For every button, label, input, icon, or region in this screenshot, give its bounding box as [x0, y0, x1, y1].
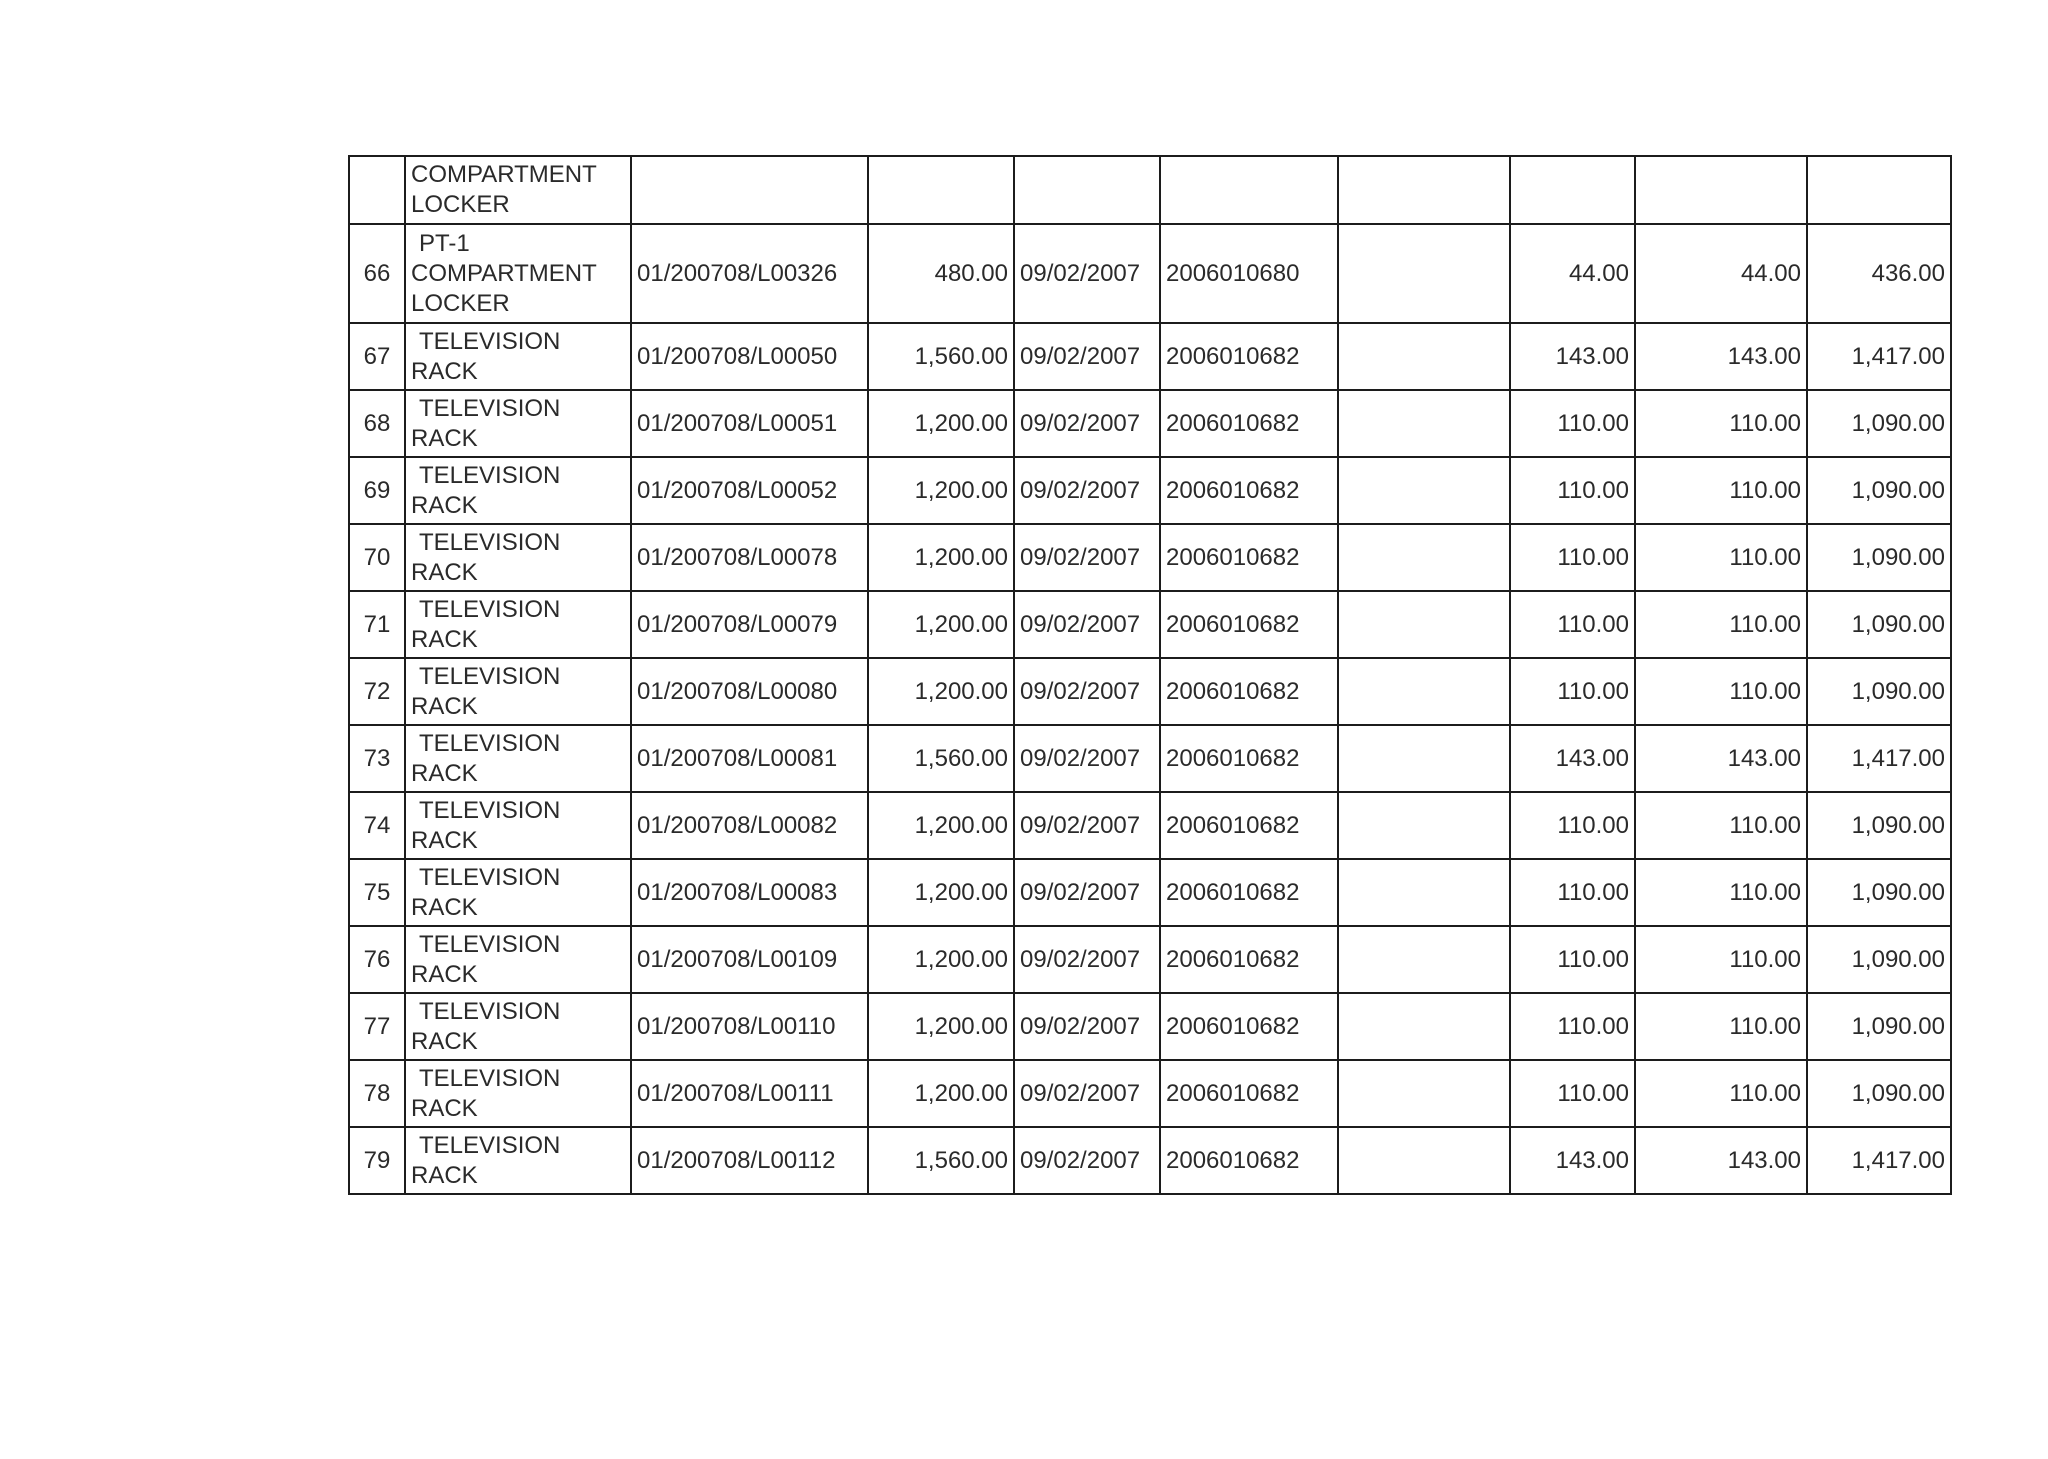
cell-number: 71	[349, 591, 405, 658]
cell-blank	[1338, 658, 1510, 725]
description-line: TELEVISION	[419, 930, 561, 958]
cell-depreciation: 110.00	[1510, 658, 1635, 725]
cell-number: 66	[349, 224, 405, 323]
cell-depreciation: 110.00	[1510, 993, 1635, 1060]
cell-number: 79	[349, 1127, 405, 1194]
table-body	[349, 156, 1951, 1194]
cell-net-book-value: 1,417.00	[1807, 725, 1951, 792]
cell-blank	[1338, 792, 1510, 859]
description-line: COMPARTMENT	[411, 259, 597, 287]
cell-asset-number: 01/200708/L00052	[631, 457, 868, 524]
cell-asset-number: 01/200708/L00112	[631, 1127, 868, 1194]
cell-net-book-value: 1,090.00	[1807, 658, 1951, 725]
table-row	[349, 993, 1951, 1060]
cell-date	[1014, 156, 1160, 224]
cell-date: 09/02/2007	[1014, 390, 1160, 457]
cell-date: 09/02/2007	[1014, 591, 1160, 658]
description-line: RACK	[411, 692, 478, 720]
table-row	[349, 725, 1951, 792]
cell-asset-number: 01/200708/L00081	[631, 725, 868, 792]
asset-register-table	[348, 155, 1952, 1195]
cell-reference: 2006010682	[1160, 390, 1338, 457]
cell-cost: 480.00	[868, 224, 1014, 323]
cell-depreciation: 110.00	[1510, 859, 1635, 926]
cell-reference: 2006010682	[1160, 993, 1338, 1060]
cell-number: 76	[349, 926, 405, 993]
cell-asset-number: 01/200708/L00051	[631, 390, 868, 457]
cell-accumulated-depreciation: 110.00	[1635, 993, 1807, 1060]
description-line: TELEVISION	[419, 729, 561, 757]
description-line: RACK	[411, 357, 478, 385]
cell-description	[405, 224, 631, 323]
cell-cost: 1,560.00	[868, 1127, 1014, 1194]
cell-reference: 2006010682	[1160, 457, 1338, 524]
cell-date: 09/02/2007	[1014, 859, 1160, 926]
cell-net-book-value: 1,090.00	[1807, 859, 1951, 926]
description-line: TELEVISION	[419, 662, 561, 690]
table-row	[349, 524, 1951, 591]
cell-cost: 1,200.00	[868, 993, 1014, 1060]
description-line: TELEVISION	[419, 863, 561, 891]
cell-depreciation: 143.00	[1510, 323, 1635, 390]
cell-net-book-value: 1,090.00	[1807, 591, 1951, 658]
cell-accumulated-depreciation: 143.00	[1635, 323, 1807, 390]
cell-description	[405, 591, 631, 658]
cell-depreciation: 44.00	[1510, 224, 1635, 323]
cell-number: 69	[349, 457, 405, 524]
cell-description	[405, 658, 631, 725]
cell-date: 09/02/2007	[1014, 658, 1160, 725]
cell-description	[405, 993, 631, 1060]
cell-accumulated-depreciation: 110.00	[1635, 524, 1807, 591]
table-row	[349, 224, 1951, 323]
cell-asset-number: 01/200708/L00109	[631, 926, 868, 993]
cell-reference: 2006010682	[1160, 1060, 1338, 1127]
cell-asset-number: 01/200708/L00110	[631, 993, 868, 1060]
cell-cost: 1,200.00	[868, 859, 1014, 926]
cell-depreciation: 110.00	[1510, 524, 1635, 591]
description-line: TELEVISION	[419, 394, 561, 422]
cell-depreciation: 110.00	[1510, 457, 1635, 524]
cell-net-book-value: 1,090.00	[1807, 926, 1951, 993]
cell-depreciation: 110.00	[1510, 390, 1635, 457]
table-row	[349, 390, 1951, 457]
cell-description	[405, 1060, 631, 1127]
cell-blank	[1338, 1127, 1510, 1194]
cell-reference: 2006010682	[1160, 658, 1338, 725]
cell-net-book-value: 1,090.00	[1807, 457, 1951, 524]
cell-net-book-value: 1,090.00	[1807, 524, 1951, 591]
cell-date: 09/02/2007	[1014, 524, 1160, 591]
cell-asset-number: 01/200708/L00326	[631, 224, 868, 323]
cell-asset-number: 01/200708/L00082	[631, 792, 868, 859]
description-line: RACK	[411, 826, 478, 854]
cell-cost: 1,200.00	[868, 591, 1014, 658]
cell-accumulated-depreciation: 110.00	[1635, 658, 1807, 725]
cell-date: 09/02/2007	[1014, 457, 1160, 524]
description-line: TELEVISION	[419, 1064, 561, 1092]
cell-asset-number: 01/200708/L00079	[631, 591, 868, 658]
cell-reference: 2006010682	[1160, 926, 1338, 993]
cell-net-book-value	[1807, 156, 1951, 224]
description-line: RACK	[411, 558, 478, 586]
cell-description	[405, 1127, 631, 1194]
cell-number: 70	[349, 524, 405, 591]
cell-depreciation: 143.00	[1510, 1127, 1635, 1194]
cell-depreciation: 110.00	[1510, 792, 1635, 859]
cell-accumulated-depreciation: 110.00	[1635, 1060, 1807, 1127]
cell-accumulated-depreciation: 110.00	[1635, 390, 1807, 457]
cell-reference: 2006010682	[1160, 524, 1338, 591]
description-line: PT-1	[419, 229, 470, 257]
cell-cost: 1,560.00	[868, 323, 1014, 390]
cell-net-book-value: 1,417.00	[1807, 323, 1951, 390]
cell-description	[405, 859, 631, 926]
cell-number: 75	[349, 859, 405, 926]
table-row-continued	[349, 156, 1951, 224]
cell-asset-number: 01/200708/L00078	[631, 524, 868, 591]
cell-cost: 1,200.00	[868, 524, 1014, 591]
table-row	[349, 1127, 1951, 1194]
cell-cost: 1,200.00	[868, 658, 1014, 725]
cell-blank	[1338, 156, 1510, 224]
cell-depreciation: 110.00	[1510, 591, 1635, 658]
cell-asset-number: 01/200708/L00050	[631, 323, 868, 390]
cell-depreciation: 110.00	[1510, 1060, 1635, 1127]
table-row	[349, 323, 1951, 390]
cell-number: 73	[349, 725, 405, 792]
table-row	[349, 859, 1951, 926]
cell-description	[405, 323, 631, 390]
cell-cost: 1,200.00	[868, 457, 1014, 524]
cell-accumulated-depreciation: 44.00	[1635, 224, 1807, 323]
cell-cost: 1,200.00	[868, 926, 1014, 993]
cell-blank	[1338, 859, 1510, 926]
description-line: TELEVISION	[419, 461, 561, 489]
cell-description	[405, 390, 631, 457]
cell-cost: 1,200.00	[868, 1060, 1014, 1127]
cell-accumulated-depreciation: 143.00	[1635, 1127, 1807, 1194]
description-line: RACK	[411, 759, 478, 787]
cell-blank	[1338, 993, 1510, 1060]
cell-number: 67	[349, 323, 405, 390]
cell-net-book-value: 1,090.00	[1807, 993, 1951, 1060]
cell-number: 74	[349, 792, 405, 859]
cell-description	[405, 457, 631, 524]
description-line: TELEVISION	[419, 1131, 561, 1159]
cell-accumulated-depreciation: 143.00	[1635, 725, 1807, 792]
cell-depreciation: 110.00	[1510, 926, 1635, 993]
cell-date: 09/02/2007	[1014, 926, 1160, 993]
cell-description	[405, 725, 631, 792]
cell-blank	[1338, 224, 1510, 323]
description-line: RACK	[411, 424, 478, 452]
description-line: RACK	[411, 893, 478, 921]
cell-reference	[1160, 156, 1338, 224]
cell-accumulated-depreciation: 110.00	[1635, 591, 1807, 658]
cell-cost	[868, 156, 1014, 224]
cell-reference: 2006010682	[1160, 725, 1338, 792]
cell-accumulated-depreciation: 110.00	[1635, 457, 1807, 524]
cell-blank	[1338, 524, 1510, 591]
cell-description	[405, 524, 631, 591]
cell-blank	[1338, 1060, 1510, 1127]
cell-date: 09/02/2007	[1014, 993, 1160, 1060]
description-line: RACK	[411, 1094, 478, 1122]
cell-net-book-value: 1,090.00	[1807, 792, 1951, 859]
table-row	[349, 658, 1951, 725]
cell-depreciation	[1510, 156, 1635, 224]
cell-reference: 2006010682	[1160, 1127, 1338, 1194]
cell-blank	[1338, 457, 1510, 524]
description-line: TELEVISION	[419, 327, 561, 355]
description-line: RACK	[411, 1161, 478, 1189]
cell-asset-number: 01/200708/L00080	[631, 658, 868, 725]
cell-net-book-value: 1,417.00	[1807, 1127, 1951, 1194]
cell-blank	[1338, 323, 1510, 390]
cell-blank	[1338, 390, 1510, 457]
cell-asset-number: 01/200708/L00111	[631, 1060, 868, 1127]
description-line: RACK	[411, 1027, 478, 1055]
description-line: LOCKER	[411, 191, 510, 218]
description-line: COMPARTMENT	[411, 161, 597, 188]
cell-depreciation: 143.00	[1510, 725, 1635, 792]
cell-blank	[1338, 591, 1510, 658]
cell-number: 68	[349, 390, 405, 457]
cell-number: 77	[349, 993, 405, 1060]
cell-asset-number	[631, 156, 868, 224]
description-line: RACK	[411, 491, 478, 519]
cell-date: 09/02/2007	[1014, 224, 1160, 323]
description-line: LOCKER	[411, 289, 510, 317]
cell-net-book-value: 436.00	[1807, 224, 1951, 323]
cell-description	[405, 926, 631, 993]
cell-reference: 2006010680	[1160, 224, 1338, 323]
description-line: RACK	[411, 625, 478, 653]
cell-number	[349, 156, 405, 224]
description-line: TELEVISION	[419, 595, 561, 623]
description-line: TELEVISION	[419, 528, 561, 556]
cell-reference: 2006010682	[1160, 591, 1338, 658]
description-line: TELEVISION	[419, 796, 561, 824]
cell-date: 09/02/2007	[1014, 1127, 1160, 1194]
cell-accumulated-depreciation: 110.00	[1635, 926, 1807, 993]
cell-reference: 2006010682	[1160, 323, 1338, 390]
table-row	[349, 1060, 1951, 1127]
cell-asset-number: 01/200708/L00083	[631, 859, 868, 926]
cell-accumulated-depreciation: 110.00	[1635, 859, 1807, 926]
cell-net-book-value: 1,090.00	[1807, 1060, 1951, 1127]
table-row	[349, 792, 1951, 859]
cell-date: 09/02/2007	[1014, 323, 1160, 390]
table-row	[349, 457, 1951, 524]
cell-description	[405, 156, 631, 224]
description-line: RACK	[411, 960, 478, 988]
cell-date: 09/02/2007	[1014, 725, 1160, 792]
cell-date: 09/02/2007	[1014, 1060, 1160, 1127]
cell-reference: 2006010682	[1160, 792, 1338, 859]
cell-reference: 2006010682	[1160, 859, 1338, 926]
cell-cost: 1,200.00	[868, 390, 1014, 457]
table-row	[349, 591, 1951, 658]
cell-cost: 1,560.00	[868, 725, 1014, 792]
cell-number: 72	[349, 658, 405, 725]
cell-number: 78	[349, 1060, 405, 1127]
cell-cost: 1,200.00	[868, 792, 1014, 859]
cell-description	[405, 792, 631, 859]
cell-date: 09/02/2007	[1014, 792, 1160, 859]
cell-accumulated-depreciation: 110.00	[1635, 792, 1807, 859]
description-line: TELEVISION	[419, 997, 561, 1025]
cell-blank	[1338, 725, 1510, 792]
table-row	[349, 926, 1951, 993]
cell-blank	[1338, 926, 1510, 993]
cell-accumulated-depreciation	[1635, 156, 1807, 224]
cell-net-book-value: 1,090.00	[1807, 390, 1951, 457]
